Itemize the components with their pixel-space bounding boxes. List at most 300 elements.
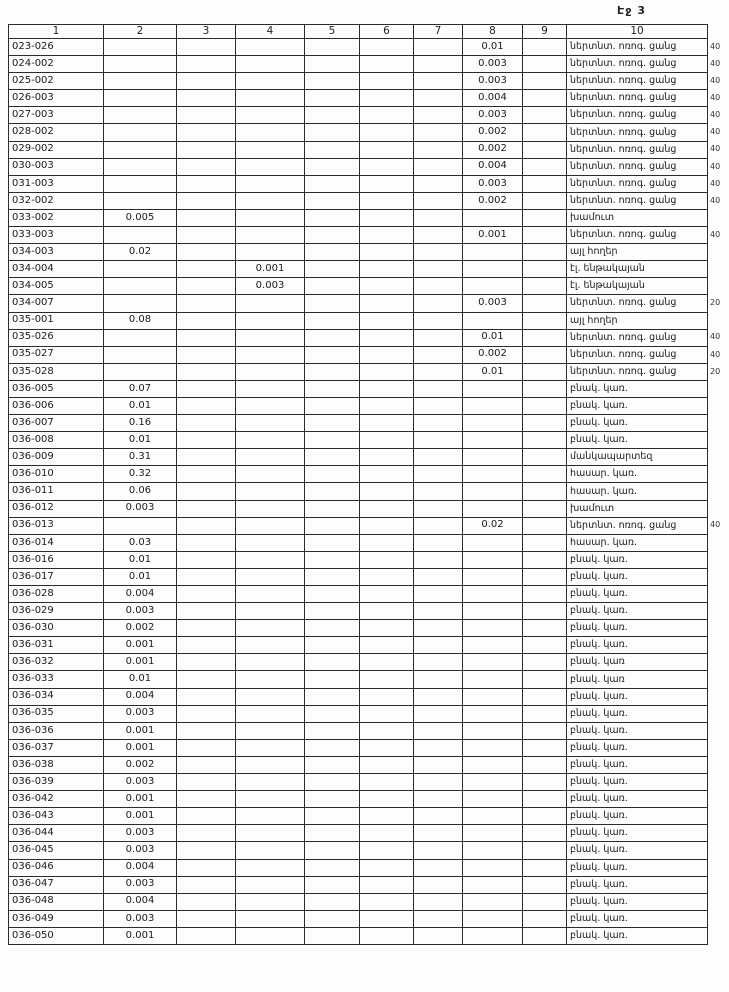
value-cell <box>414 312 463 329</box>
code-cell: 030-003 <box>9 158 104 175</box>
value-cell <box>463 603 523 620</box>
value-cell <box>236 808 305 825</box>
table-row <box>9 791 729 808</box>
records-table-body <box>9 39 729 945</box>
value-cell <box>414 56 463 73</box>
value-cell <box>236 927 305 944</box>
value-cell <box>523 808 567 825</box>
value-cell <box>104 73 177 90</box>
table-row <box>9 397 729 414</box>
value-cell <box>463 859 523 876</box>
table-row <box>9 551 729 568</box>
value-cell <box>463 415 523 432</box>
value-cell <box>305 124 360 141</box>
value-cell <box>414 910 463 927</box>
value-cell <box>236 312 305 329</box>
margin-note: 40 <box>710 349 721 359</box>
margin-note <box>708 756 729 773</box>
designation-cell: ներտնտ. ոռոգ. ցանց <box>567 227 708 244</box>
designation-cell: բնակ. կառ. <box>567 739 708 756</box>
value-cell <box>463 244 523 261</box>
value-cell <box>177 158 236 175</box>
table-row <box>9 329 729 346</box>
margin-note <box>708 654 729 671</box>
value-cell <box>360 500 414 517</box>
table-row <box>9 842 729 859</box>
value-cell <box>360 192 414 209</box>
value-cell <box>305 56 360 73</box>
column-header: 2 <box>104 25 177 39</box>
value-cell <box>360 534 414 551</box>
value-cell <box>177 73 236 90</box>
value-cell <box>305 192 360 209</box>
value-cell <box>360 722 414 739</box>
margin-note <box>708 620 729 637</box>
value-cell <box>360 705 414 722</box>
margin-note <box>708 432 729 449</box>
code-cell: 036-037 <box>9 739 104 756</box>
value-cell <box>177 551 236 568</box>
value-cell <box>463 910 523 927</box>
value-cell <box>236 791 305 808</box>
value-cell <box>414 568 463 585</box>
value-cell <box>305 654 360 671</box>
value-cell <box>305 910 360 927</box>
value-cell <box>177 825 236 842</box>
value-cell <box>523 534 567 551</box>
value-cell <box>236 637 305 654</box>
value-cell: 0.004 <box>463 90 523 107</box>
value-cell <box>360 415 414 432</box>
value-cell <box>414 893 463 910</box>
value-cell: 0.01 <box>463 39 523 56</box>
header-row <box>9 25 729 39</box>
value-cell <box>463 534 523 551</box>
value-cell <box>236 346 305 363</box>
table-row <box>9 432 729 449</box>
code-cell: 034-004 <box>9 261 104 278</box>
margin-note: 20 <box>710 366 721 376</box>
code-cell: 034-005 <box>9 278 104 295</box>
value-cell <box>236 586 305 603</box>
designation-cell: ներտնտ. ոռոգ. ցանց <box>567 73 708 90</box>
column-header: 10 <box>567 25 708 39</box>
value-cell <box>360 209 414 226</box>
code-cell: 036-029 <box>9 603 104 620</box>
value-cell <box>305 73 360 90</box>
designation-cell: բնակ. կառ. <box>567 551 708 568</box>
table-row <box>9 90 729 107</box>
value-cell <box>177 329 236 346</box>
value-cell: 0.06 <box>104 483 177 500</box>
value-cell: 0.003 <box>104 910 177 927</box>
value-cell <box>305 312 360 329</box>
value-cell: 0.07 <box>104 380 177 397</box>
value-cell <box>360 688 414 705</box>
value-cell <box>236 517 305 534</box>
column-header: 6 <box>360 25 414 39</box>
value-cell <box>104 261 177 278</box>
margin-note <box>708 534 729 551</box>
value-cell <box>305 517 360 534</box>
value-cell: 0.08 <box>104 312 177 329</box>
value-cell <box>414 295 463 312</box>
value-cell <box>523 500 567 517</box>
code-cell: 033-003 <box>9 227 104 244</box>
value-cell <box>177 39 236 56</box>
value-cell <box>523 90 567 107</box>
value-cell <box>305 397 360 414</box>
designation-cell: մանկապարտեզ <box>567 449 708 466</box>
value-cell: 0.004 <box>104 586 177 603</box>
value-cell <box>177 876 236 893</box>
designation-cell: ներտնտ. ոռոգ. ցանց <box>567 107 708 124</box>
value-cell <box>463 671 523 688</box>
designation-cell: հասար. կառ. <box>567 534 708 551</box>
value-cell <box>523 791 567 808</box>
table-header <box>9 25 729 39</box>
value-cell <box>463 808 523 825</box>
value-cell <box>523 910 567 927</box>
margin-note <box>708 688 729 705</box>
value-cell <box>236 227 305 244</box>
value-cell <box>523 329 567 346</box>
designation-cell: այլ հողեր <box>567 244 708 261</box>
code-cell: 026-003 <box>9 90 104 107</box>
value-cell <box>104 107 177 124</box>
value-cell: 0.003 <box>236 278 305 295</box>
value-cell <box>523 586 567 603</box>
value-cell <box>177 209 236 226</box>
designation-cell: բնակ. կառ <box>567 671 708 688</box>
value-cell <box>236 620 305 637</box>
designation-cell: բնակ. կառ. <box>567 859 708 876</box>
value-cell <box>360 568 414 585</box>
value-cell <box>414 500 463 517</box>
table-row <box>9 192 729 209</box>
table-row <box>9 261 729 278</box>
table-row <box>9 500 729 517</box>
designation-cell: հասար. կառ. <box>567 483 708 500</box>
value-cell <box>360 893 414 910</box>
value-cell <box>414 244 463 261</box>
table-row <box>9 56 729 73</box>
value-cell <box>523 927 567 944</box>
code-cell: 036-046 <box>9 859 104 876</box>
code-cell: 027-003 <box>9 107 104 124</box>
value-cell <box>236 209 305 226</box>
value-cell <box>523 158 567 175</box>
value-cell <box>523 39 567 56</box>
designation-cell: ներտնտ. ոռոգ. ցանց <box>567 141 708 158</box>
value-cell <box>305 278 360 295</box>
value-cell <box>177 107 236 124</box>
value-cell <box>177 927 236 944</box>
value-cell <box>523 192 567 209</box>
designation-cell: այլ հողեր <box>567 312 708 329</box>
value-cell <box>104 192 177 209</box>
value-cell <box>236 568 305 585</box>
designation-cell: բնակ. կառ. <box>567 910 708 927</box>
value-cell <box>177 774 236 791</box>
value-cell <box>236 107 305 124</box>
value-cell <box>414 397 463 414</box>
value-cell <box>177 466 236 483</box>
table-row <box>9 244 729 261</box>
value-cell <box>236 893 305 910</box>
value-cell <box>177 90 236 107</box>
records-table <box>8 24 729 945</box>
table-row <box>9 517 729 534</box>
value-cell: 0.32 <box>104 466 177 483</box>
code-cell: 032-002 <box>9 192 104 209</box>
value-cell <box>236 739 305 756</box>
value-cell <box>523 722 567 739</box>
value-cell <box>414 73 463 90</box>
designation-cell: բնակ. կառ. <box>567 620 708 637</box>
value-cell <box>177 654 236 671</box>
table-row <box>9 603 729 620</box>
value-cell <box>414 551 463 568</box>
value-cell <box>523 551 567 568</box>
value-cell <box>305 603 360 620</box>
value-cell <box>305 586 360 603</box>
code-cell: 025-002 <box>9 73 104 90</box>
designation-cell: էլ. ենթակայան <box>567 278 708 295</box>
value-cell: 0.001 <box>104 654 177 671</box>
value-cell <box>236 859 305 876</box>
value-cell <box>236 192 305 209</box>
designation-cell: բնակ. կառ. <box>567 568 708 585</box>
value-cell <box>463 278 523 295</box>
margin-note <box>708 893 729 910</box>
value-cell <box>414 791 463 808</box>
value-cell <box>414 192 463 209</box>
value-cell <box>360 90 414 107</box>
margin-note <box>708 551 729 568</box>
value-cell <box>177 312 236 329</box>
value-cell <box>305 808 360 825</box>
designation-cell: ներտնտ. ոռոգ. ցանց <box>567 175 708 192</box>
value-cell: 0.003 <box>463 107 523 124</box>
value-cell <box>523 175 567 192</box>
value-cell <box>177 893 236 910</box>
value-cell <box>177 808 236 825</box>
margin-note <box>708 825 729 842</box>
value-cell: 0.001 <box>104 927 177 944</box>
value-cell <box>305 671 360 688</box>
value-cell <box>523 141 567 158</box>
value-cell: 0.002 <box>463 141 523 158</box>
margin-note <box>708 397 729 414</box>
value-cell <box>523 432 567 449</box>
margin-note <box>708 910 729 927</box>
value-cell <box>236 671 305 688</box>
value-cell <box>305 295 360 312</box>
table-row <box>9 312 729 329</box>
code-cell: 036-047 <box>9 876 104 893</box>
value-cell <box>360 141 414 158</box>
value-cell <box>104 175 177 192</box>
table-row <box>9 107 729 124</box>
value-cell <box>463 568 523 585</box>
value-cell <box>236 466 305 483</box>
code-cell: 029-002 <box>9 141 104 158</box>
value-cell <box>177 791 236 808</box>
value-cell <box>414 586 463 603</box>
value-cell <box>104 141 177 158</box>
value-cell <box>414 449 463 466</box>
value-cell <box>360 261 414 278</box>
value-cell <box>414 705 463 722</box>
value-cell <box>236 688 305 705</box>
value-cell <box>177 244 236 261</box>
margin-note <box>708 722 729 739</box>
value-cell <box>523 363 567 380</box>
margin-note <box>708 500 729 517</box>
value-cell <box>360 397 414 414</box>
value-cell <box>305 175 360 192</box>
value-cell <box>236 158 305 175</box>
margin-note <box>708 671 729 688</box>
value-cell <box>523 756 567 773</box>
value-cell <box>104 346 177 363</box>
value-cell <box>523 859 567 876</box>
value-cell <box>523 466 567 483</box>
value-cell <box>414 671 463 688</box>
value-cell <box>360 586 414 603</box>
value-cell <box>305 363 360 380</box>
table-row <box>9 910 729 927</box>
margin-note: 40 <box>710 229 721 239</box>
value-cell <box>305 90 360 107</box>
value-cell <box>236 500 305 517</box>
value-cell <box>305 876 360 893</box>
value-cell <box>414 363 463 380</box>
value-cell <box>414 825 463 842</box>
value-cell <box>177 380 236 397</box>
designation-cell: ներտնտ. ոռոգ. ցանց <box>567 56 708 73</box>
value-cell <box>236 363 305 380</box>
designation-cell: բնակ. կառ. <box>567 586 708 603</box>
designation-cell: ներտնտ. ոռոգ. ցանց <box>567 346 708 363</box>
value-cell <box>414 227 463 244</box>
value-cell <box>305 637 360 654</box>
value-cell <box>177 483 236 500</box>
designation-cell: բնակ. կառ. <box>567 791 708 808</box>
code-cell: 036-005 <box>9 380 104 397</box>
value-cell <box>414 466 463 483</box>
value-cell: 0.004 <box>463 158 523 175</box>
value-cell: 0.002 <box>104 620 177 637</box>
margin-note: 40 <box>710 93 721 103</box>
value-cell <box>177 141 236 158</box>
value-cell <box>360 449 414 466</box>
value-cell <box>463 876 523 893</box>
code-cell: 024-002 <box>9 56 104 73</box>
value-cell <box>177 278 236 295</box>
designation-cell: խամուտ <box>567 500 708 517</box>
code-cell: 035-027 <box>9 346 104 363</box>
value-cell <box>523 209 567 226</box>
value-cell: 0.001 <box>104 637 177 654</box>
designation-cell: ներտնտ. ոռոգ. ցանց <box>567 124 708 141</box>
value-cell <box>414 329 463 346</box>
table-row <box>9 688 729 705</box>
table-row <box>9 620 729 637</box>
value-cell <box>360 329 414 346</box>
value-cell <box>414 124 463 141</box>
value-cell <box>414 876 463 893</box>
code-cell: 036-048 <box>9 893 104 910</box>
designation-cell: ներտնտ. ոռոգ. ցանց <box>567 363 708 380</box>
value-cell <box>463 209 523 226</box>
table-row <box>9 927 729 944</box>
code-cell: 036-007 <box>9 415 104 432</box>
code-cell: 033-002 <box>9 209 104 226</box>
value-cell <box>305 722 360 739</box>
value-cell: 0.01 <box>463 363 523 380</box>
designation-cell: բնակ. կառ. <box>567 603 708 620</box>
value-cell <box>360 56 414 73</box>
value-cell <box>523 346 567 363</box>
value-cell <box>463 842 523 859</box>
value-cell <box>236 842 305 859</box>
value-cell <box>104 124 177 141</box>
value-cell: 0.001 <box>104 739 177 756</box>
designation-cell: հասար. կառ. <box>567 466 708 483</box>
value-cell <box>414 637 463 654</box>
table-row <box>9 534 729 551</box>
value-cell <box>414 90 463 107</box>
value-cell <box>236 295 305 312</box>
value-cell <box>305 244 360 261</box>
designation-cell: ներտնտ. ոռոգ. ցանց <box>567 517 708 534</box>
designation-cell: բնակ. կառ <box>567 654 708 671</box>
value-cell <box>305 483 360 500</box>
code-cell: 036-038 <box>9 756 104 773</box>
value-cell <box>236 244 305 261</box>
code-cell: 036-016 <box>9 551 104 568</box>
margin-note <box>708 603 729 620</box>
margin-note <box>708 586 729 603</box>
code-cell: 036-036 <box>9 722 104 739</box>
code-cell: 036-044 <box>9 825 104 842</box>
value-cell <box>236 175 305 192</box>
designation-cell: ներտնտ. ոռոգ. ցանց <box>567 158 708 175</box>
margin-note <box>708 278 729 295</box>
table-row <box>9 654 729 671</box>
designation-cell: բնակ. կառ. <box>567 637 708 654</box>
value-cell: 0.003 <box>104 603 177 620</box>
code-cell: 036-045 <box>9 842 104 859</box>
value-cell: 0.02 <box>463 517 523 534</box>
code-cell: 036-039 <box>9 774 104 791</box>
value-cell <box>177 397 236 414</box>
value-cell <box>360 910 414 927</box>
value-cell <box>177 603 236 620</box>
value-cell <box>360 927 414 944</box>
value-cell <box>523 107 567 124</box>
designation-cell: բնակ. կառ. <box>567 722 708 739</box>
value-cell: 0.01 <box>104 432 177 449</box>
value-cell: 0.001 <box>104 791 177 808</box>
code-cell: 023-026 <box>9 39 104 56</box>
value-cell <box>177 688 236 705</box>
value-cell <box>463 637 523 654</box>
value-cell: 0.01 <box>104 551 177 568</box>
value-cell <box>104 227 177 244</box>
